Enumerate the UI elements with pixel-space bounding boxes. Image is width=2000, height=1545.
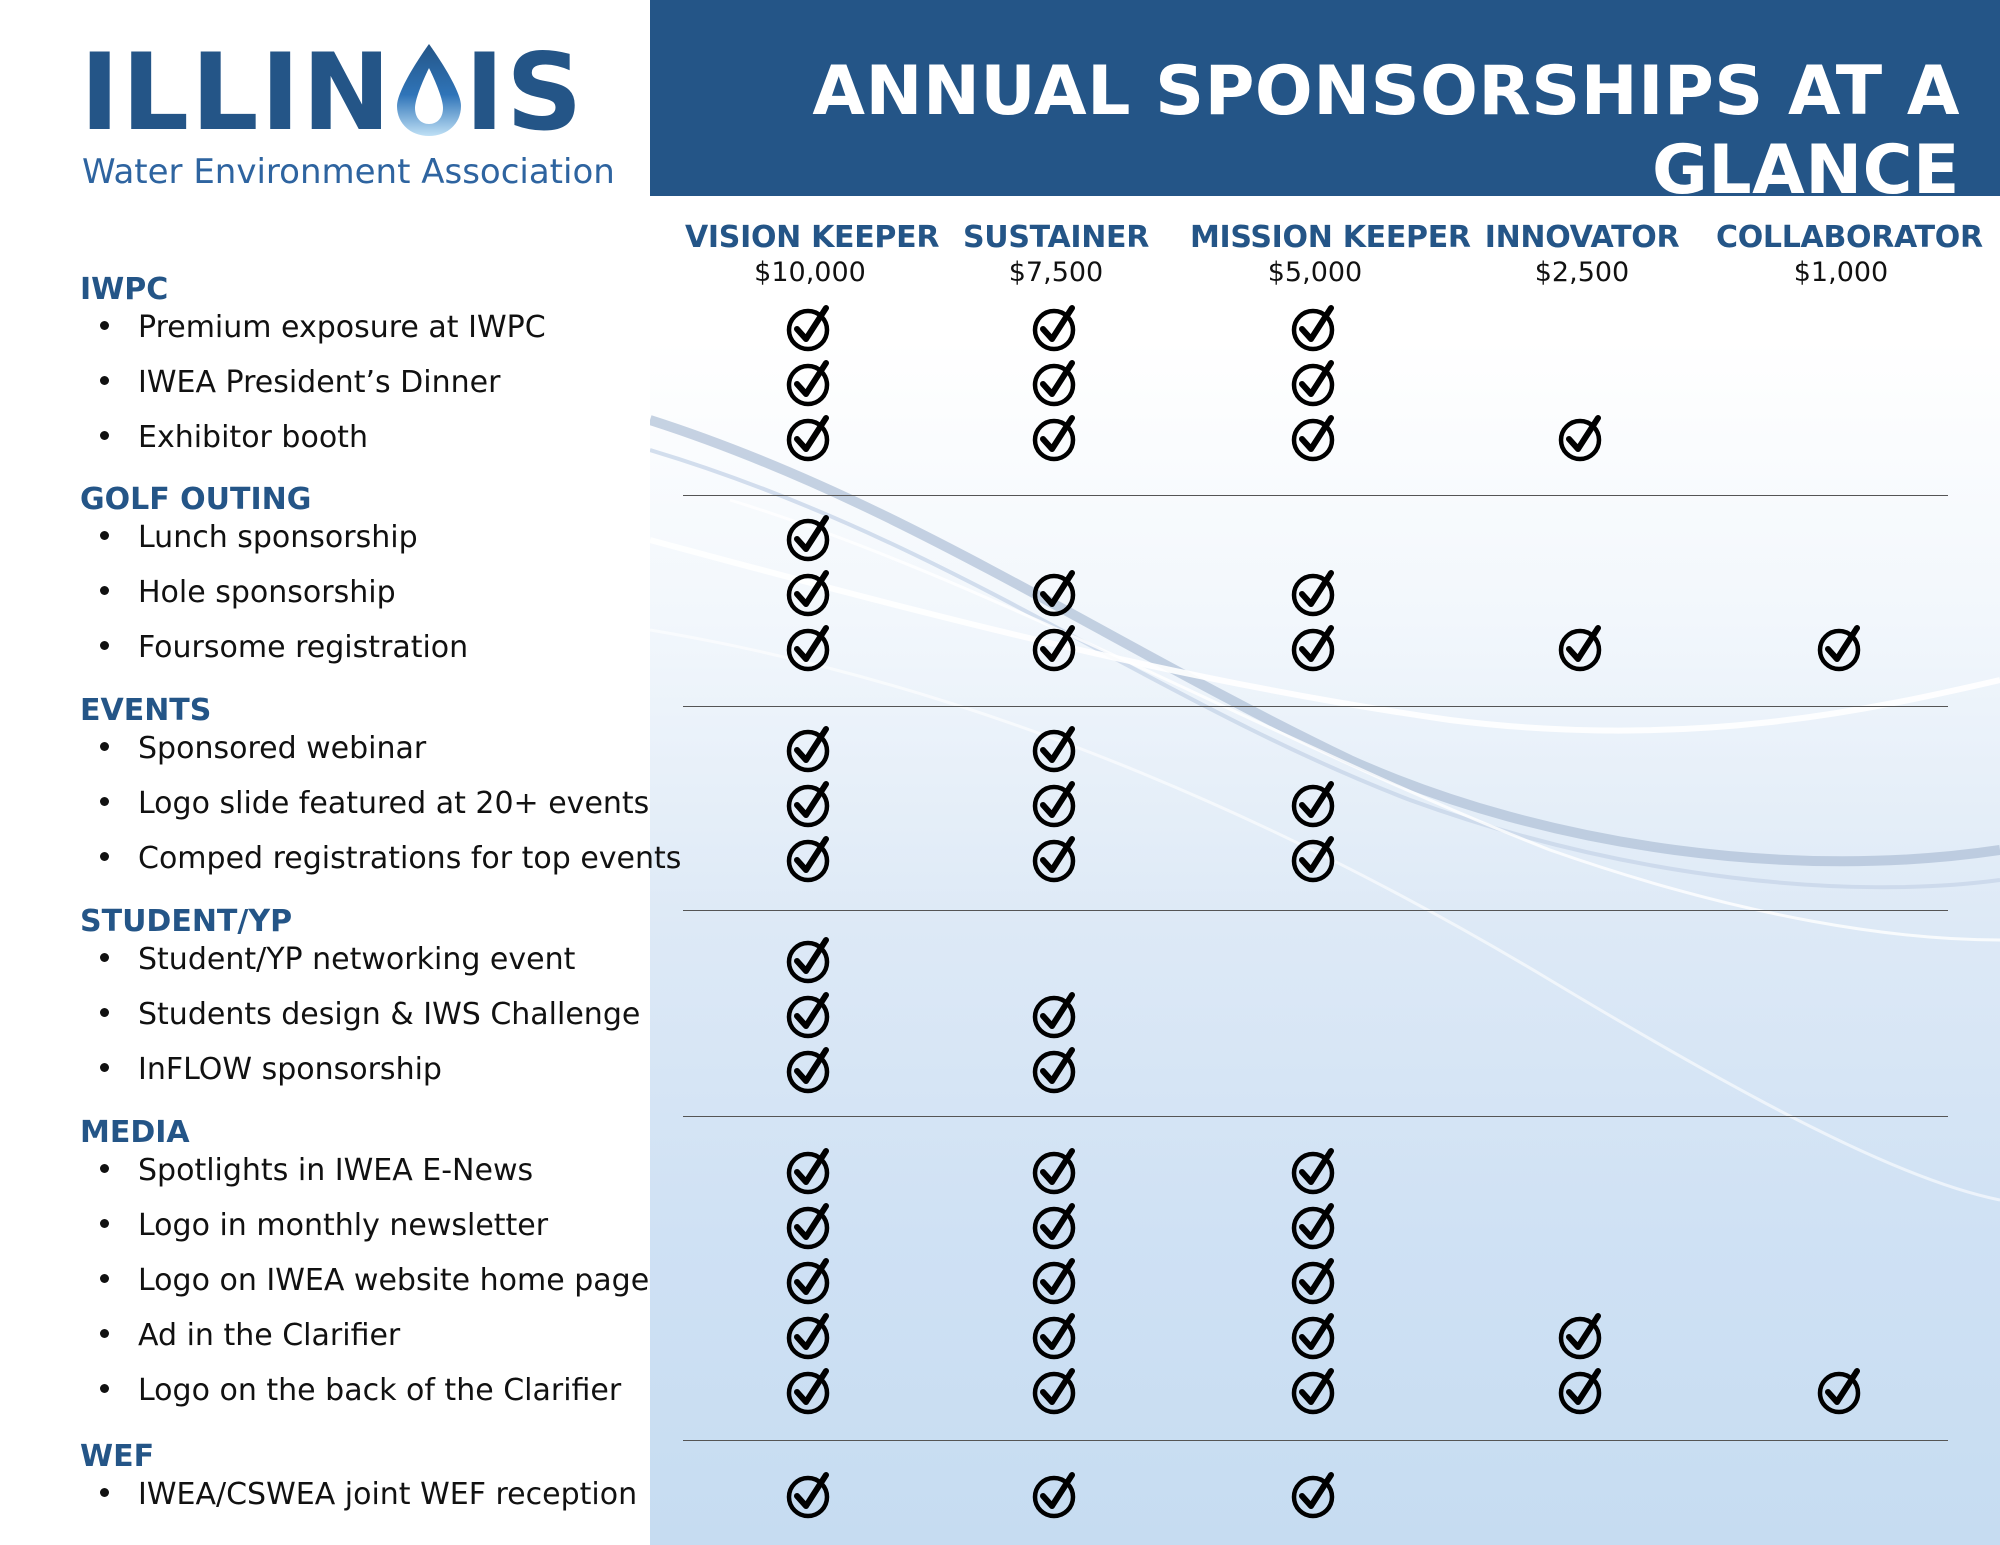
checkmark-icon (1291, 835, 1339, 883)
checkmark-icon (1032, 359, 1080, 407)
logo-word-left: ILLIN (80, 31, 393, 154)
category-heading: MEDIA (80, 1115, 190, 1150)
list-item (100, 997, 640, 1032)
water-drop-icon (393, 38, 465, 138)
bullet-icon (100, 1274, 109, 1283)
list-item (100, 1373, 621, 1408)
section-divider (683, 1440, 1948, 1441)
checkmark-icon (786, 569, 834, 617)
bullet-icon (100, 852, 109, 861)
page-title: ANNUAL SPONSORSHIPS AT A GLANCE (812, 52, 1960, 210)
checkmark-icon (786, 414, 834, 462)
benefit-label: Comped registrations for top events (138, 841, 682, 876)
benefit-label: Exhibitor booth (138, 420, 368, 455)
list-item (100, 1477, 637, 1512)
checkmark-icon (1032, 1367, 1080, 1415)
logo-wordmark (80, 31, 585, 154)
bullet-icon (100, 586, 109, 595)
checkmark-icon (786, 514, 834, 562)
bullet-icon (100, 1329, 109, 1338)
list-item (100, 420, 368, 455)
bullet-icon (100, 953, 109, 962)
category-heading: EVENTS (80, 693, 212, 728)
tier-price: $1,000 (1793, 257, 1889, 288)
checkmark-icon (1558, 1312, 1606, 1360)
benefit-label: IWEA President’s Dinner (138, 365, 501, 400)
bullet-icon (100, 431, 109, 440)
tier-price: $2,500 (1534, 257, 1630, 288)
tier-name: COLLABORATOR (1716, 220, 1983, 255)
checkmark-icon (1032, 414, 1080, 462)
benefit-label: Student/YP networking event (138, 942, 576, 977)
bullet-icon (100, 376, 109, 385)
checkmark-icon (786, 780, 834, 828)
checkmark-icon (1558, 414, 1606, 462)
checkmark-icon (1032, 725, 1080, 773)
benefit-label: Premium exposure at IWPC (138, 310, 546, 345)
benefit-label: InFLOW sponsorship (138, 1052, 442, 1087)
checkmark-icon (1032, 1312, 1080, 1360)
checkmark-icon (1032, 569, 1080, 617)
checkmark-icon (1291, 359, 1339, 407)
bullet-icon (100, 531, 109, 540)
list-item (100, 575, 396, 610)
list-item (100, 520, 418, 555)
bullet-icon (100, 321, 109, 330)
category-heading: IWPC (80, 272, 169, 307)
checkmark-icon (1291, 1202, 1339, 1250)
benefit-label: Ad in the Clarifier (138, 1318, 401, 1353)
list-item (100, 786, 649, 821)
bullet-icon (100, 1219, 109, 1228)
list-item (100, 1153, 533, 1188)
benefit-label: Foursome registration (138, 630, 469, 665)
tier-price: $10,000 (754, 257, 866, 288)
checkmark-icon (786, 1471, 834, 1519)
section-divider (683, 910, 1948, 911)
list-item (100, 1318, 400, 1353)
benefit-label: Students design & IWS Challenge (138, 997, 641, 1032)
tier-header-2 (1190, 220, 1471, 288)
checkmark-icon (786, 1046, 834, 1094)
checkmark-icon (786, 624, 834, 672)
list-item (100, 942, 575, 977)
checkmark-icon (1291, 1367, 1339, 1415)
checkmark-icon (1032, 991, 1080, 1039)
checkmark-icon (1558, 624, 1606, 672)
category-heading: STUDENT/YP (80, 904, 293, 939)
tier-name: VISION KEEPER (685, 220, 940, 255)
tier-name: INNOVATOR (1484, 220, 1680, 255)
checkmark-icon (786, 835, 834, 883)
tier-header-3 (1457, 220, 1707, 288)
list-item (100, 731, 426, 766)
section-divider (683, 1116, 1948, 1117)
checkmark-icon (1291, 304, 1339, 352)
list-item (100, 365, 500, 400)
checkmark-icon (1291, 624, 1339, 672)
tier-price: $7,500 (1008, 257, 1104, 288)
benefit-label: Hole sponsorship (138, 575, 396, 610)
checkmark-icon (786, 304, 834, 352)
section-divider (683, 495, 1948, 496)
benefit-label: Lunch sponsorship (138, 520, 418, 555)
list-item (100, 310, 546, 345)
list-item (100, 1208, 548, 1243)
bullet-icon (100, 641, 109, 650)
iwea-logo (80, 31, 615, 194)
benefit-label: Logo slide featured at 20+ events (138, 786, 650, 821)
checkmark-icon (1291, 1312, 1339, 1360)
checkmark-icon (1032, 1147, 1080, 1195)
checkmark-icon (1032, 1202, 1080, 1250)
checkmark-icon (1817, 1367, 1865, 1415)
checkmark-icon (1291, 414, 1339, 462)
logo-word-right: IS (464, 31, 585, 154)
checkmark-icon (1032, 624, 1080, 672)
list-item (100, 630, 468, 665)
benefit-label: Logo on IWEA website home page (138, 1263, 650, 1298)
tier-price: $5,000 (1267, 257, 1363, 288)
checkmark-icon (786, 991, 834, 1039)
tier-name: SUSTAINER (962, 220, 1150, 255)
list-item (100, 1263, 649, 1298)
bullet-icon (100, 1008, 109, 1017)
checkmark-icon (1032, 835, 1080, 883)
checkmark-icon (786, 1312, 834, 1360)
checkmark-icon (1291, 1257, 1339, 1305)
tier-header-1 (931, 220, 1181, 288)
checkmark-icon (786, 1202, 834, 1250)
checkmark-icon (1291, 569, 1339, 617)
benefit-label: Spotlights in IWEA E-News (138, 1153, 534, 1188)
benefit-label: IWEA/CSWEA joint WEF reception (138, 1477, 638, 1512)
bullet-icon (100, 1488, 109, 1497)
bullet-icon (100, 797, 109, 806)
checkmark-icon (1558, 1367, 1606, 1415)
header-banner (650, 0, 2000, 210)
checkmark-icon (786, 359, 834, 407)
category-heading: GOLF OUTING (80, 482, 312, 517)
bullet-icon (100, 1384, 109, 1393)
checkmark-icon (1291, 1471, 1339, 1519)
checkmark-icon (786, 1367, 834, 1415)
checkmark-icon (1032, 780, 1080, 828)
checkmark-icon (1291, 780, 1339, 828)
bullet-icon (100, 742, 109, 751)
checkmark-icon (1032, 1257, 1080, 1305)
benefit-label: Logo in monthly newsletter (138, 1208, 549, 1243)
checkmark-icon (1032, 1046, 1080, 1094)
checkmark-icon (1032, 304, 1080, 352)
checkmark-icon (786, 1257, 834, 1305)
checkmark-icon (786, 1147, 834, 1195)
benefit-label: Logo on the back of the Clarifier (138, 1373, 622, 1408)
section-divider (683, 706, 1948, 707)
checkmark-icon (1817, 624, 1865, 672)
category-heading: WEF (80, 1439, 155, 1474)
checkmark-icon (1291, 1147, 1339, 1195)
bullet-icon (100, 1063, 109, 1072)
checkmark-icon (786, 725, 834, 773)
checkmark-icon (786, 936, 834, 984)
tier-header-4 (1716, 220, 1983, 288)
bullet-icon (100, 1164, 109, 1173)
list-item (100, 1052, 442, 1087)
tier-name: MISSION KEEPER (1190, 220, 1471, 255)
list-item (100, 841, 681, 876)
tier-header-0 (685, 220, 940, 288)
benefit-label: Sponsored webinar (138, 731, 427, 766)
logo-subtitle: Water Environment Association (82, 152, 615, 192)
checkmark-icon (1032, 1471, 1080, 1519)
